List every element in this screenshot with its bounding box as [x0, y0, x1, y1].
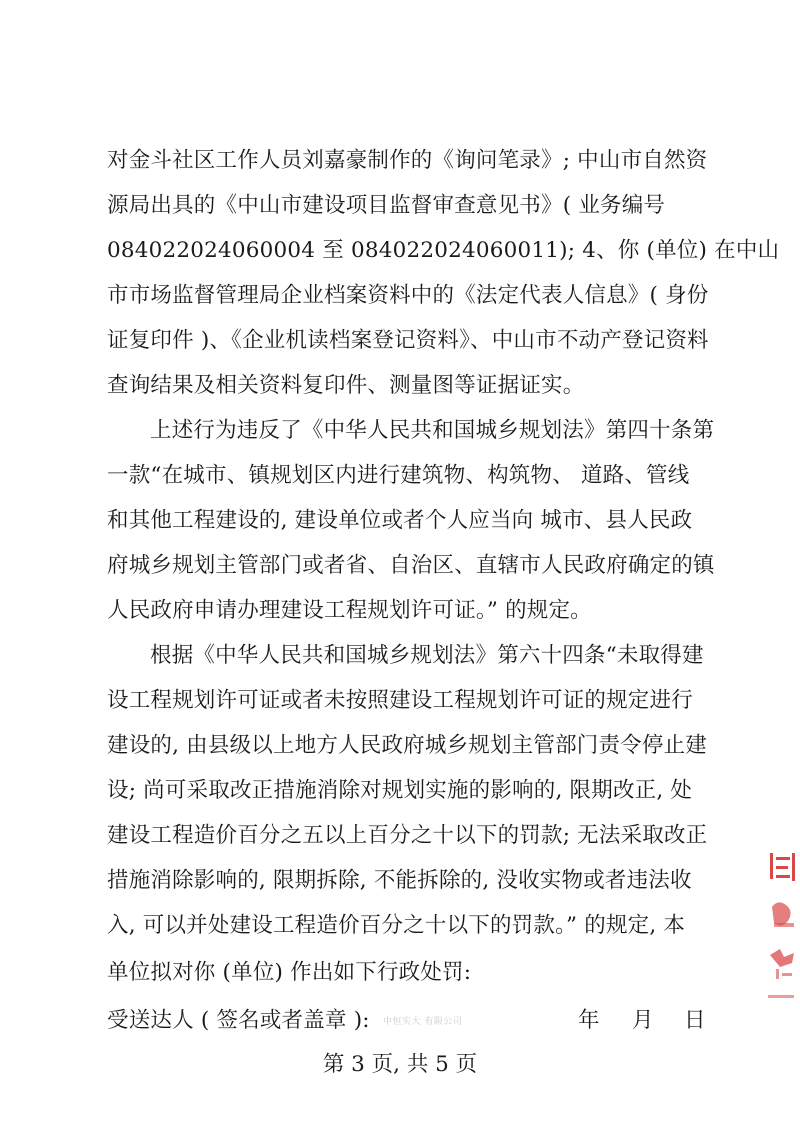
red-seal-edge-icon	[762, 835, 800, 1015]
body-line-6: 查询结果及相关资料复印件、测量图等证据证实。	[107, 373, 585, 398]
body-line-9: 和其他工程建设的, 建设单位或者个人应当向 城市、县人民政	[107, 508, 693, 533]
faint-company-note: 中恒实大 有限公司	[383, 1017, 463, 1027]
date-year-label: 年	[578, 1008, 600, 1033]
body-line-7: 上述行为违反了《中华人民共和国城乡规划法》第四十条第	[150, 418, 715, 443]
body-line-16: 建设工程造价百分之五以上百分之十以下的罚款; 无法采取改正	[107, 823, 708, 848]
body-line-2: 源局出具的《中山市建设项目监督审查意见书》( 业务编号	[107, 193, 666, 218]
body-line-12: 根据《中华人民共和国城乡规划法》第六十四条“未取得建	[150, 643, 704, 668]
body-line-18: 入, 可以并处建设工程造价百分之十以下的罚款。” 的规定, 本	[107, 913, 686, 938]
date-day-label: 日	[684, 1008, 706, 1033]
body-line-15: 设; 尚可采取改正措施消除对规划实施的影响的, 限期改正, 处	[107, 778, 693, 803]
body-line-5: 证复印件 )、《企业机读档案登记资料》、中山市不动产登记资料	[107, 328, 709, 353]
body-line-3: 084022024060004 至 084022024060011); 4、你 (单位) 在中山	[107, 238, 780, 263]
page-number: 第 3 页, 共 5 页	[322, 1052, 478, 1077]
body-line-8: 一款“在城市、镇规划区内进行建筑物、构筑物、 道路、管线	[107, 463, 690, 488]
body-line-1: 对金斗社区工作人员刘嘉豪制作的《询问笔录》; 中山市自然资	[107, 148, 708, 173]
body-line-13: 设工程规划许可证或者未按照建设工程规划许可证的规定进行	[107, 688, 693, 713]
body-line-14: 建设的, 由县级以上地方人民政府城乡规划主管部门责令停止建	[107, 733, 707, 758]
body-line-10: 府城乡规划主管部门或者省、自治区、直辖市人民政府确定的镇	[107, 553, 715, 578]
body-line-19: 单位拟对你 (单位) 作出如下行政处罚:	[107, 960, 472, 985]
date-month-label: 月	[632, 1008, 654, 1033]
recipient-signature-label: 受送达人 ( 签名或者盖章 ):	[107, 1008, 370, 1033]
body-line-17: 措施消除影响的, 限期拆除, 不能拆除的, 没收实物或者违法收	[107, 868, 692, 893]
body-line-11: 人民政府申请办理建设工程规划许可证。” 的规定。	[107, 598, 592, 623]
body-line-4: 市市场监督管理局企业档案资料中的《法定代表人信息》( 身份	[107, 283, 709, 308]
